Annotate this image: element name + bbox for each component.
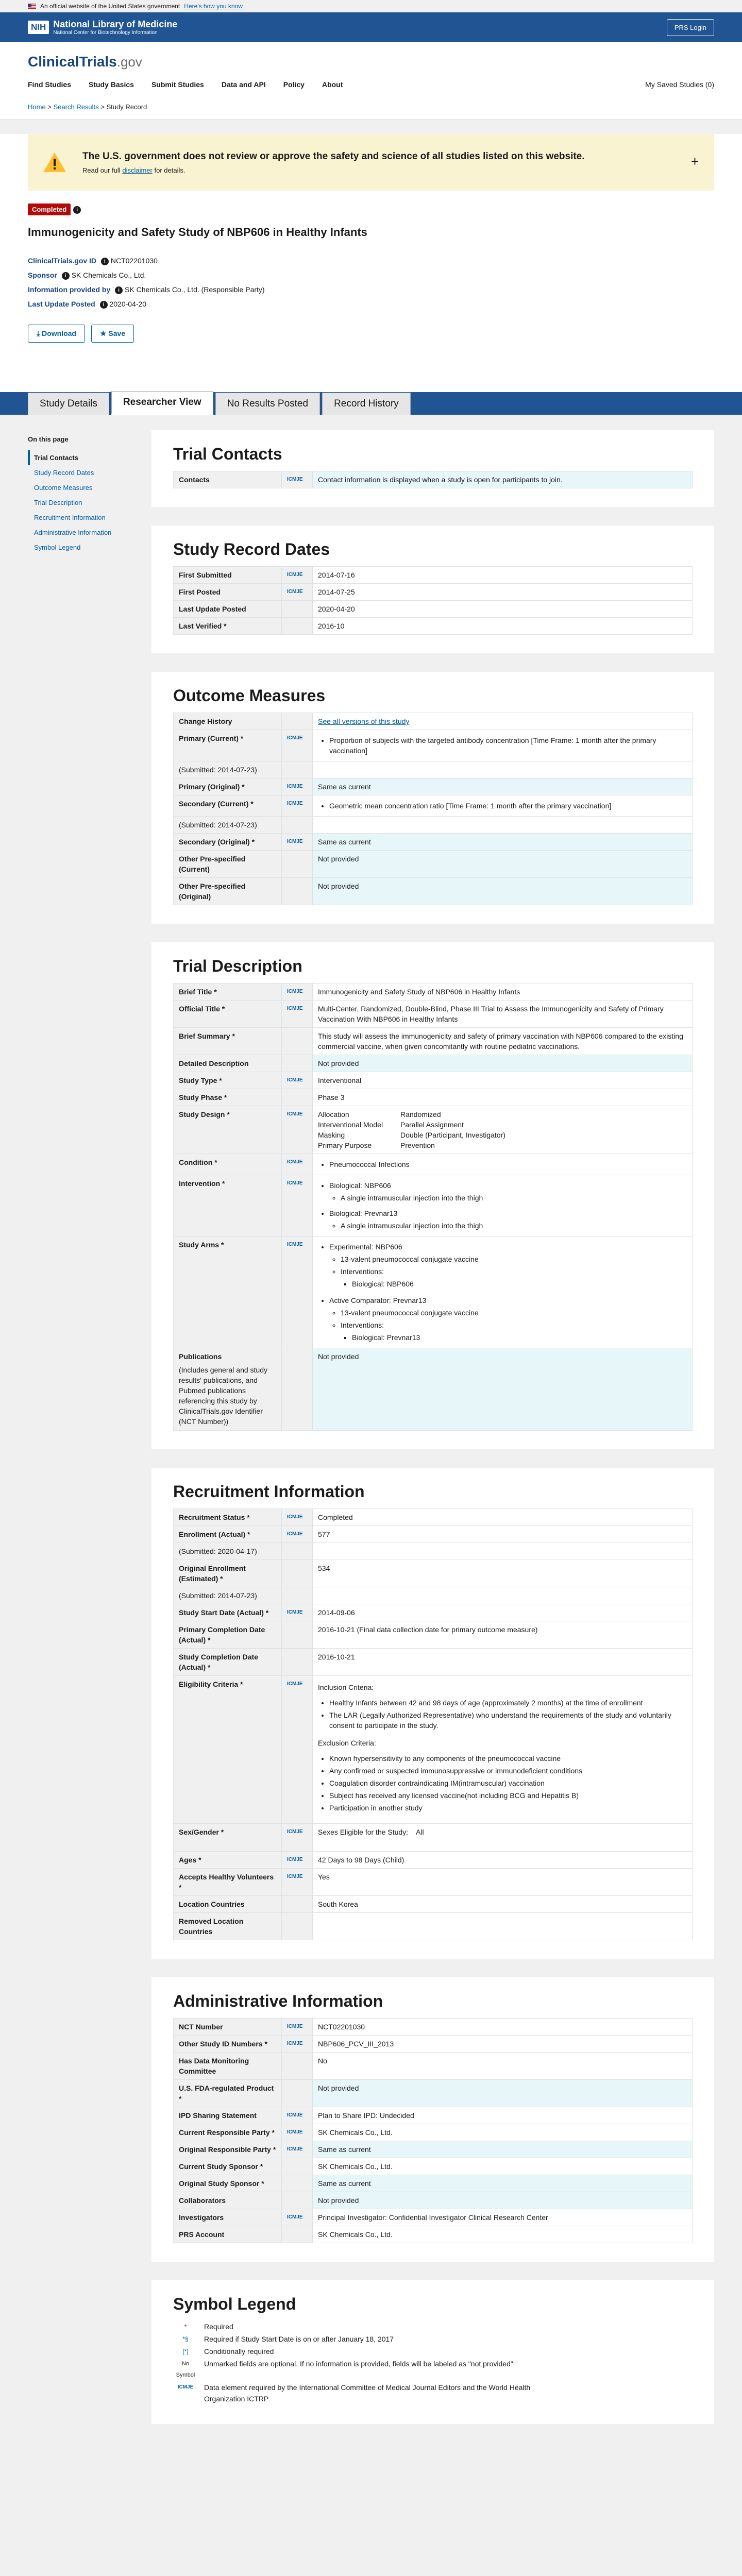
brief-summary-label: Brief Summary *: [174, 1028, 282, 1055]
icmje-label: ICMJE: [282, 1001, 313, 1028]
inclusion-heading: Inclusion Criteria:: [318, 1683, 374, 1691]
site-logo[interactable]: [28, 54, 714, 70]
arm-interventions-label: Interventions:: [341, 1321, 384, 1329]
arm-desc: ◦ 13-valent pneumococcal conjugate vaccine: [341, 1254, 687, 1264]
icmje-label: ICMJE: [282, 2124, 313, 2141]
nih-logo-icon: NIH: [28, 21, 49, 34]
download-icon: ⤓: [37, 329, 42, 337]
save-button[interactable]: [91, 325, 134, 343]
condition-value: • Pneumococcal Infections: [329, 1159, 687, 1170]
tab-record-history[interactable]: Record History: [322, 393, 411, 415]
other-original-value: Not provided: [313, 878, 693, 905]
admin-label: IPD Sharing Statement: [174, 2107, 282, 2124]
admin-value: Plan to Share IPD: Undecided: [313, 2107, 693, 2124]
sidebar-item-trial-contacts[interactable]: Trial Contacts: [28, 450, 136, 465]
removed-countries-value: [313, 1913, 693, 1940]
study-header: [0, 191, 742, 392]
study-phase-label: Study Phase *: [174, 1089, 282, 1106]
brief-summary-value: This study will assess the immunogenicity and safety of primary vaccination with NBP606 compared to the existing commercial vaccine, when given concomitantly with routine pediatric vaccinations.: [313, 1028, 693, 1055]
admin-value: SK Chemicals Co., Ltd.: [313, 2124, 693, 2141]
nav-policy[interactable]: Policy: [283, 80, 305, 89]
design-value: Randomized: [400, 1110, 441, 1118]
section-title: Study Record Dates: [173, 540, 330, 558]
other-current-label: Other Pre-specified (Current): [174, 851, 282, 878]
admin-label: Collaborators: [174, 2192, 282, 2209]
admin-value: No: [313, 2053, 693, 2080]
tab-researcher-view[interactable]: Researcher View: [111, 391, 213, 415]
last-update-value: 2020-04-20: [109, 300, 147, 308]
status-badge: Completed: [28, 204, 71, 215]
admin-label: U.S. FDA-regulated Product *: [174, 2080, 282, 2107]
icmje-label: ICMJE: [282, 1676, 313, 1824]
study-type-label: Study Type *: [174, 1072, 282, 1089]
sex-label: Sex/Gender *: [174, 1824, 282, 1852]
disclaimer-alert: [28, 134, 714, 191]
primary-current-value: • Proportion of subjects with the targeted antibody concentration [Time Frame: 1 month after the primary vaccination]: [329, 735, 687, 756]
icmje-label: ICMJE: [282, 2107, 313, 2124]
design-key: Masking: [318, 1131, 345, 1139]
trial-contacts-section: [151, 430, 714, 507]
condition-label: Condition *: [174, 1154, 282, 1175]
admin-value: SK Chemicals Co., Ltd.: [313, 2226, 693, 2243]
intervention-label: Intervention *: [174, 1175, 282, 1236]
admin-value: Same as current: [313, 2175, 693, 2192]
icmje-label: ICMJE: [282, 1236, 313, 1348]
arm-desc: ◦ 13-valent pneumococcal conjugate vaccine: [341, 1308, 687, 1318]
study-completion-value: 2016-10-21: [313, 1649, 693, 1676]
design-key: Primary Purpose: [318, 1141, 372, 1149]
prs-login-button[interactable]: PRS Login: [667, 19, 714, 36]
study-type-value: Interventional: [313, 1072, 693, 1089]
official-title-value: Multi-Center, Randomized, Double-Blind, Phase III Trial to Assess the Immunogenicity and Safety of Primary Vaccination With NBP606 in Healthy Infants: [313, 1001, 693, 1028]
date-label: Last Verified *: [174, 618, 282, 635]
intervention-desc: ◦ A single intramuscular injection into the thigh: [341, 1221, 687, 1231]
primary-original-value: Same as current: [313, 778, 693, 795]
sidebar-item-record-dates[interactable]: Study Record Dates: [34, 469, 94, 477]
disclaimer-post: for details.: [154, 166, 185, 174]
primary-completion-label: Primary Completion Date (Actual) *: [174, 1621, 282, 1649]
admin-value: Not provided: [313, 2192, 693, 2209]
exclusion-item: • Subject has received any licensed vaccine(not including BCG and Hepatitis B): [329, 1790, 687, 1801]
sidebar-item-outcome-measures[interactable]: Outcome Measures: [34, 484, 93, 492]
legend-symbol: *§: [182, 2335, 189, 2343]
design-value: Parallel Assignment: [400, 1121, 464, 1129]
submitted-date: (Submitted: 2014-07-23): [179, 766, 257, 774]
original-enrollment-value: 534: [313, 1560, 693, 1587]
save-label: Save: [108, 329, 126, 337]
info-provided-value: SK Chemicals Co., Ltd. (Responsible Party): [125, 285, 265, 294]
exclusion-item: • Known hypersensitivity to any components of the pneumococcal vaccine: [329, 1753, 687, 1764]
icmje-label: ICMJE: [282, 778, 313, 795]
contacts-value: Contact information is displayed when a study is open for participants to join.: [313, 471, 693, 488]
exclusion-item: • Coagulation disorder contraindicating IM(intramuscular) vaccination: [329, 1778, 687, 1788]
icmje-label: ICMJE: [282, 1154, 313, 1175]
section-title: Administrative Information: [173, 1992, 383, 2010]
change-history-label: Change History: [174, 713, 282, 730]
us-flag-icon: [28, 4, 36, 9]
icmje-label: ICMJE: [282, 1824, 313, 1852]
arm-interventions-label: Interventions:: [341, 1267, 384, 1276]
info-icon[interactable]: i: [115, 286, 123, 294]
healthy-volunteers-label: Accepts Healthy Volunteers *: [174, 1869, 282, 1896]
sex-key: Sexes Eligible for the Study:: [318, 1828, 409, 1836]
saved-studies-link[interactable]: My Saved Studies (0): [645, 80, 714, 89]
ncbi-title: National Center for Biotechnology Information: [53, 30, 158, 36]
start-date-value: 2014-09-06: [313, 1604, 693, 1621]
study-completion-label: Study Completion Date (Actual) *: [174, 1649, 282, 1676]
icmje-label: ICMJE: [282, 795, 313, 817]
legend-text: Data element required by the International Committee of Medical Journal Editors and the World Health Organization ICTRP: [204, 2383, 531, 2403]
admin-value: Not provided: [313, 2080, 693, 2107]
healthy-volunteers-value: Yes: [313, 1869, 693, 1896]
eligibility-label: Eligibility Criteria *: [174, 1676, 282, 1824]
section-title: Trial Contacts: [173, 445, 282, 463]
disclaimer-heading: The U.S. government does not review or approve the safety and science of all studies listed on this website.: [82, 150, 585, 162]
location-countries-value: South Korea: [313, 1896, 693, 1913]
arm-intervention: ▪ Biological: Prevnar13: [352, 1332, 687, 1343]
study-tabs: [0, 392, 742, 415]
section-title: Outcome Measures: [173, 686, 326, 705]
info-provided-label: Information provided by: [28, 285, 111, 294]
icmje-label: ICMJE: [282, 471, 313, 488]
design-value: Double (Participant, Investigator): [400, 1131, 505, 1139]
gov-banner: [0, 0, 742, 12]
date-label: Last Update Posted: [174, 601, 282, 618]
breadcrumb-current: Study Record: [106, 103, 147, 111]
other-original-label: Other Pre-specified (Original): [174, 878, 282, 905]
exclusion-item: • Participation in another study: [329, 1803, 687, 1813]
site-title: ClinicalTrials: [28, 54, 117, 70]
nct-id: NCT02201030: [110, 257, 158, 265]
administrative-section: [151, 1977, 714, 2262]
sponsor-label: Sponsor: [28, 271, 57, 279]
icmje-label: ICMJE: [282, 1509, 313, 1526]
secondary-current-label: Secondary (Current) *: [174, 795, 282, 817]
heres-how-link[interactable]: Here's how you know: [184, 3, 243, 10]
admin-label: Current Study Sponsor *: [174, 2158, 282, 2175]
admin-value: SK Chemicals Co., Ltd.: [313, 2158, 693, 2175]
study-phase-value: Phase 3: [313, 1089, 693, 1106]
primary-current-label: Primary (Current) *: [174, 730, 282, 761]
date-label: First Submitted: [174, 567, 282, 584]
info-icon[interactable]: i: [62, 272, 70, 280]
enrollment-value: 577: [313, 1526, 693, 1543]
admin-label: NCT Number: [174, 2019, 282, 2036]
recruitment-section: [151, 1468, 714, 1959]
section-title: Trial Description: [173, 957, 302, 975]
tab-study-details[interactable]: Study Details: [28, 393, 109, 415]
breadcrumb-search[interactable]: Search Results: [53, 103, 99, 111]
arm-title: Active Comparator: Prevnar13: [329, 1296, 427, 1304]
design-key: Interventional Model: [318, 1121, 383, 1129]
main-nav: [28, 80, 714, 89]
trial-description-section: [151, 942, 714, 1449]
secondary-original-label: Secondary (Original) *: [174, 834, 282, 851]
nlm-title: National Library of Medicine: [53, 19, 178, 29]
last-update-label: Last Update Posted: [28, 300, 95, 308]
icmje-label: ICMJE: [282, 1175, 313, 1236]
admin-label: Other Study ID Numbers *: [174, 2036, 282, 2053]
legend-text: Conditionally required: [204, 2347, 274, 2355]
official-title-label: Official Title *: [174, 1001, 282, 1028]
ages-value: 42 Days to 98 Days (Child): [313, 1852, 693, 1869]
date-label: First Posted: [174, 584, 282, 601]
design-value: Prevention: [400, 1141, 435, 1149]
legend-symbol: ICMJE: [177, 2384, 194, 2390]
sidebar-item-administrative[interactable]: Administrative Information: [34, 529, 112, 536]
sidebar-item-trial-description[interactable]: Trial Description: [34, 499, 82, 506]
icmje-label: ICMJE: [282, 2209, 313, 2226]
arm-title: Experimental: NBP606: [329, 1243, 402, 1251]
exclusion-item: • Any confirmed or suspected immunosuppressive or immunodeficient conditions: [329, 1766, 687, 1776]
date-value: 2016-10: [313, 618, 693, 635]
expand-plus-icon[interactable]: +: [690, 154, 699, 169]
page-sidebar: [28, 430, 136, 2443]
legend-symbol: [*]: [182, 2348, 189, 2355]
legend-text: Unmarked fields are optional. If no information is provided, fields will be labeled as "not provided": [204, 2360, 513, 2368]
breadcrumb: Home > Search Results > Study Record: [28, 103, 147, 111]
nav-about[interactable]: About: [322, 80, 343, 89]
intervention-desc: ◦ A single intramuscular injection into the thigh: [341, 1193, 687, 1203]
sex-value: All: [416, 1828, 424, 1836]
location-countries-label: Location Countries: [174, 1896, 282, 1913]
info-icon[interactable]: i: [73, 206, 81, 214]
admin-value: Principal Investigator: Confidential Investigator Clinical Research Center: [313, 2209, 693, 2226]
nlm-logo[interactable]: [28, 19, 177, 36]
info-icon[interactable]: i: [101, 258, 109, 265]
icmje-label: ICMJE: [282, 1852, 313, 1869]
icmje-label: ICMJE: [282, 1604, 313, 1621]
primary-original-label: Primary (Original) *: [174, 778, 282, 795]
other-current-value: Not provided: [313, 851, 693, 878]
nlm-header: [0, 12, 742, 42]
study-design-label: Study Design *: [174, 1106, 282, 1154]
exclusion-heading: Exclusion Criteria:: [318, 1739, 376, 1747]
icmje-label: ICMJE: [282, 2036, 313, 2053]
warning-icon: [42, 151, 67, 173]
download-button[interactable]: [28, 325, 85, 343]
date-value: 2020-04-20: [313, 601, 693, 618]
arm-intervention: ▪ Biological: NBP606: [352, 1279, 687, 1289]
icmje-label: ICMJE: [282, 1869, 313, 1896]
publications-label: Publications: [179, 1352, 222, 1361]
sidebar-item-recruitment[interactable]: Recruitment Information: [34, 514, 106, 521]
icmje-label: ICMJE: [282, 984, 313, 1001]
original-enrollment-label: Original Enrollment (Estimated) *: [174, 1560, 282, 1587]
nav-data-api[interactable]: Data and API: [221, 80, 266, 89]
symbol-legend-section: [151, 2280, 714, 2424]
admin-label: Original Study Sponsor *: [174, 2175, 282, 2192]
icmje-label: ICMJE: [282, 567, 313, 584]
enrollment-label: Enrollment (Actual) *: [174, 1526, 282, 1543]
inclusion-item: • Healthy Infants between 42 and 98 days of age (approximately 2 months) at the time of enrollment: [329, 1698, 687, 1708]
record-dates-section: [151, 526, 714, 653]
icmje-label: ICMJE: [282, 1072, 313, 1089]
study-arms-label: Study Arms *: [174, 1236, 282, 1348]
legend-text: Required: [204, 2323, 233, 2331]
site-tld: .gov: [116, 54, 142, 70]
breadcrumb-home[interactable]: Home: [28, 103, 46, 111]
admin-value: NBP606_PCV_III_2013: [313, 2036, 693, 2053]
download-label: Download: [42, 329, 76, 337]
icmje-label: ICMJE: [282, 2019, 313, 2036]
icmje-label: ICMJE: [282, 2141, 313, 2158]
recruitment-status-value: Completed: [313, 1509, 693, 1526]
admin-label: Current Responsible Party *: [174, 2124, 282, 2141]
admin-label: Investigators: [174, 2209, 282, 2226]
all-versions-link[interactable]: See all versions of this study: [318, 717, 410, 725]
secondary-current-value: • Geometric mean concentration ratio [Time Frame: 1 month after the primary vaccination]: [329, 801, 687, 811]
brief-title-label: Brief Title *: [174, 984, 282, 1001]
disclaimer-pre: Read our full: [82, 166, 121, 174]
submitted-date: (Submitted: 2014-07-23): [179, 821, 257, 829]
intervention-value: Biological: NBP606: [329, 1181, 391, 1190]
contacts-label: Contacts: [174, 471, 282, 488]
disclaimer-link[interactable]: disclaimer: [122, 166, 153, 174]
info-icon[interactable]: i: [100, 301, 108, 309]
start-date-label: Study Start Date (Actual) *: [174, 1604, 282, 1621]
sidebar-heading: On this page: [28, 435, 69, 443]
admin-label: PRS Account: [174, 2226, 282, 2243]
nct-id-label: ClinicalTrials.gov ID: [28, 257, 97, 265]
brief-title-value: Immunogenicity and Safety Study of NBP606 in Healthy Infants: [313, 984, 693, 1001]
outcome-measures-section: [151, 672, 714, 924]
nav-submit-studies[interactable]: Submit Studies: [151, 80, 204, 89]
detailed-description-label: Detailed Description: [174, 1055, 282, 1072]
nav-find-studies[interactable]: Find Studies: [28, 80, 71, 89]
gov-banner-text: An official website of the United States government: [40, 3, 180, 10]
ages-label: Ages *: [174, 1852, 282, 1869]
submitted-date: (Submitted: 2014-07-23): [179, 1591, 257, 1600]
intervention-value: Biological: Prevnar13: [329, 1209, 398, 1217]
sponsor-value: SK Chemicals Co., Ltd.: [71, 271, 146, 279]
icmje-label: ICMJE: [282, 1526, 313, 1543]
icmje-label: ICMJE: [282, 584, 313, 601]
date-value: 2014-07-25: [313, 584, 693, 601]
secondary-original-value: Same as current: [313, 834, 693, 851]
publications-value: Not provided: [313, 1348, 693, 1431]
section-title: Recruitment Information: [173, 1482, 365, 1501]
admin-label: Original Responsible Party *: [174, 2141, 282, 2158]
inclusion-item: • The LAR (Legally Authorized Representative) who understand the requirements of the study and voluntarily consent to participate in the study.: [329, 1710, 687, 1731]
submitted-date: (Submitted: 2020-04-17): [179, 1547, 257, 1555]
admin-label: Has Data Monitoring Committee: [174, 2053, 282, 2080]
removed-countries-label: Removed Location Countries: [174, 1913, 282, 1940]
recruitment-status-label: Recruitment Status *: [174, 1509, 282, 1526]
publications-note: (Includes general and study results' publications, and Pubmed publications referencing this study by ClinicalTrials.gov Identifier (NCT Number)): [179, 1366, 267, 1426]
legend-text: Required if Study Start Date is on or after January 18, 2017: [204, 2335, 394, 2343]
design-key: Allocation: [318, 1110, 349, 1118]
icmje-label: ICMJE: [282, 834, 313, 851]
page-spacer: [0, 2443, 742, 2576]
admin-value: NCT02201030: [313, 2019, 693, 2036]
legend-symbol: *: [184, 2323, 187, 2330]
tab-no-results[interactable]: No Results Posted: [215, 393, 320, 415]
primary-completion-value: 2016-10-21 (Final data collection date for primary outcome measure): [313, 1621, 693, 1649]
detailed-description-value: Not provided: [313, 1055, 693, 1072]
site-header: [0, 42, 742, 120]
section-title: Symbol Legend: [173, 2295, 296, 2313]
admin-value: Same as current: [313, 2141, 693, 2158]
study-title: Immunogenicity and Safety Study of NBP606 in Healthy Infants: [28, 226, 367, 239]
sidebar-item-symbol-legend[interactable]: Symbol Legend: [34, 544, 81, 551]
bookmark-icon: ★: [99, 329, 109, 337]
icmje-label: ICMJE: [282, 1106, 313, 1154]
date-value: 2014-07-16: [313, 567, 693, 584]
legend-symbol: No Symbol: [176, 2361, 195, 2378]
nav-study-basics[interactable]: Study Basics: [89, 80, 134, 89]
icmje-label: ICMJE: [282, 730, 313, 761]
